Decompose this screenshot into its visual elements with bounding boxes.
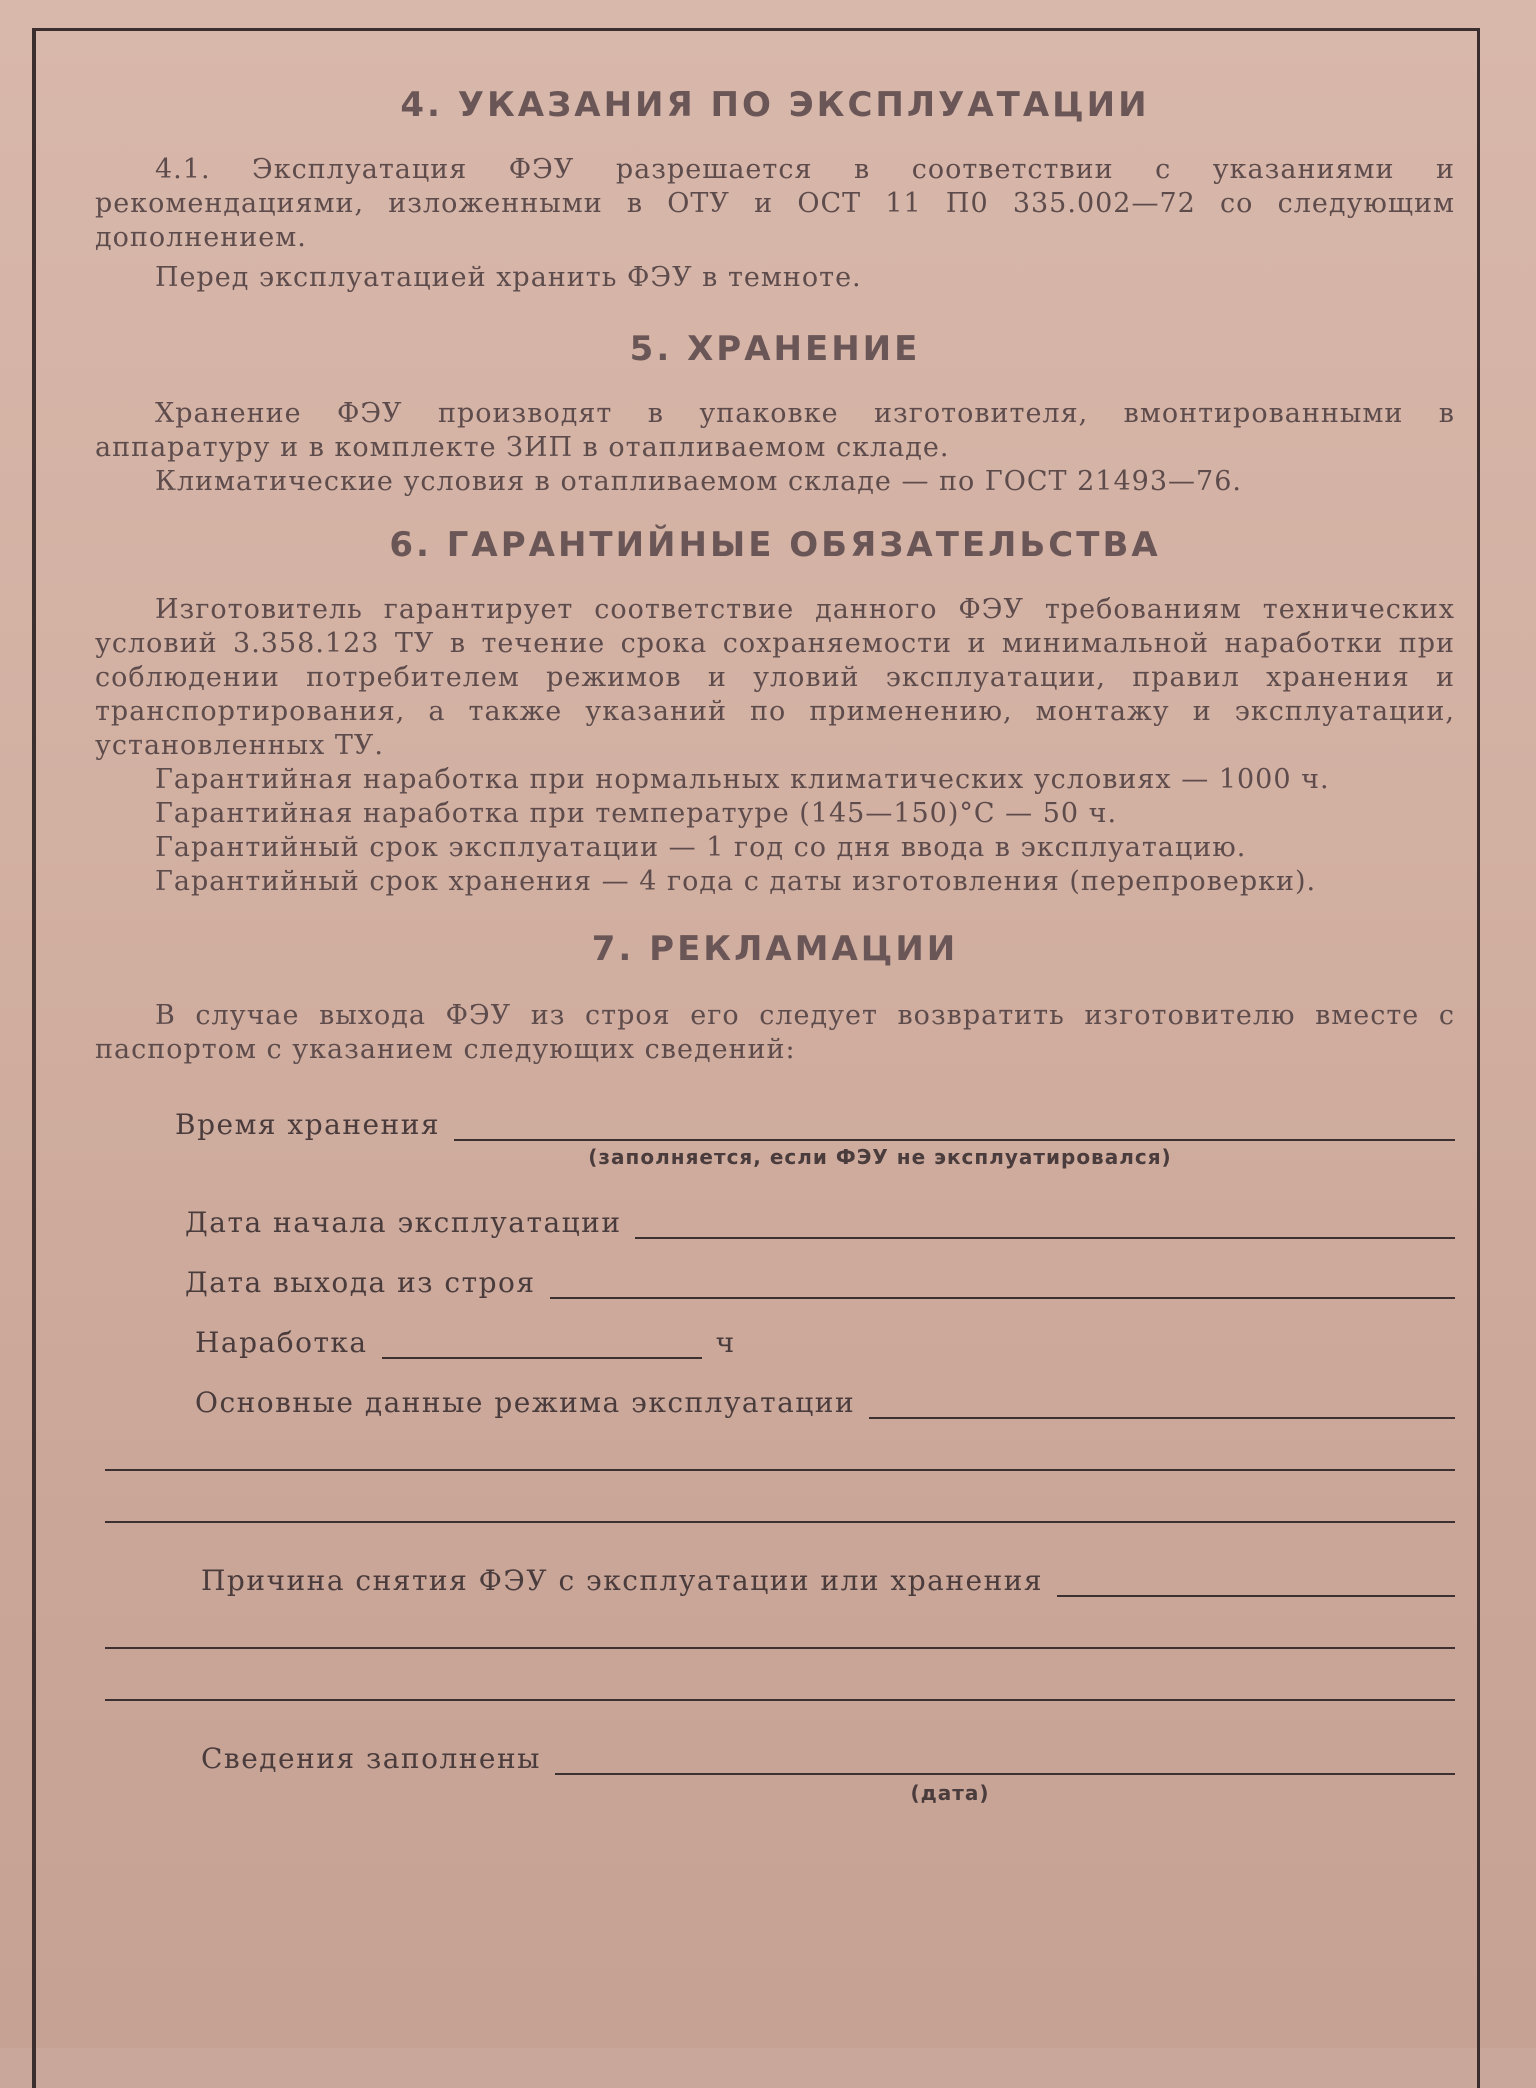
hours-label: Наработка — [195, 1326, 368, 1359]
date-note: (дата) — [910, 1781, 990, 1805]
mode-data-line-3[interactable] — [105, 1517, 1455, 1523]
mode-data-label: Основные данные режима эксплуатации — [195, 1386, 856, 1419]
section-6-title: 6. ГАРАНТИЙНЫЕ ОБЯЗАТЕЛЬСТВА — [389, 525, 1161, 565]
section-4-paragraph-1: 4.1. Эксплуатация ФЭУ разрешается в соответствии с указаниями и рекомендациями, изложенными в ОТУ и ОСТ 11 П0 335.002—72 со следующим дополнением. — [95, 154, 1455, 253]
section-6-paragraph-3: Гарантийная наработка при температуре (145—150)°С — 50 ч. — [155, 798, 1118, 829]
storage-time-field[interactable] — [454, 1135, 1455, 1141]
hours-unit: ч — [715, 1326, 736, 1359]
section-4-title: 4. УКАЗАНИЯ ПО ЭКСПЛУАТАЦИИ — [400, 85, 1150, 125]
storage-time-label: Время хранения — [175, 1108, 441, 1141]
mode-data-row — [105, 1375, 1455, 1419]
filled-by-label: Сведения заполнены — [201, 1742, 541, 1775]
document-body — [95, 85, 1455, 1805]
storage-time-note: (заполняется, если ФЭУ не эксплуатировался) — [588, 1145, 1172, 1169]
removal-reason-label: Причина снятия ФЭУ с эксплуатации или хранения — [201, 1564, 1044, 1597]
start-date-row — [105, 1195, 1455, 1239]
mode-data-field[interactable] — [869, 1413, 1455, 1419]
section-5-paragraph-2: Климатические условия в отапливаемом складе — по ГОСТ 21493—76. — [155, 466, 1242, 497]
section-7-title: 7. РЕКЛАМАЦИИ — [591, 929, 959, 969]
removal-reason-field[interactable] — [1057, 1591, 1455, 1597]
filled-by-row — [105, 1731, 1455, 1775]
failure-date-label: Дата выхода из строя — [185, 1266, 536, 1299]
section-7-paragraph-1: В случае выхода ФЭУ из строя его следует возвратить изготовителю вместе с паспортом с указанием следующих сведений: — [95, 1000, 1455, 1065]
section-4-paragraph-2: Перед эксплуатацией хранить ФЭУ в темноте. — [155, 262, 862, 293]
failure-date-field[interactable] — [550, 1293, 1455, 1299]
start-date-field[interactable] — [635, 1233, 1455, 1239]
mode-data-line-2[interactable] — [105, 1465, 1455, 1471]
filled-by-field[interactable] — [555, 1769, 1455, 1775]
claim-form — [105, 1097, 1455, 1805]
hours-field[interactable] — [382, 1353, 702, 1359]
section-6-paragraph-5: Гарантийный срок хранения — 4 года с даты изготовления (перепроверки). — [155, 866, 1317, 897]
failure-date-row — [105, 1255, 1455, 1299]
removal-reason-line-2[interactable] — [105, 1643, 1455, 1649]
hours-row — [105, 1315, 1455, 1359]
section-5-title: 5. ХРАНЕНИЕ — [629, 329, 921, 369]
section-6-paragraph-2: Гарантийная наработка при нормальных климатических условиях — 1000 ч. — [155, 764, 1330, 795]
section-6-paragraph-4: Гарантийный срок эксплуатации — 1 год со дня ввода в эксплуатацию. — [155, 832, 1247, 863]
removal-reason-row — [105, 1553, 1455, 1597]
storage-time-row — [105, 1097, 1455, 1141]
removal-reason-line-3[interactable] — [105, 1695, 1455, 1701]
start-date-label: Дата начала эксплуатации — [185, 1206, 622, 1239]
section-6-paragraph-1: Изготовитель гарантирует соответствие данного ФЭУ требованиям технических условий 3.358.123 ТУ в течение срока сохраняемости и минимальной наработки при соблюдении потребителем режимов и уловий эксплуатации, правил хранения и транспортирования, а также указаний по применению, монтажу и эксплуатации, установленных ТУ. — [95, 594, 1455, 761]
section-5-paragraph-1: Хранение ФЭУ производят в упаковке изготовителя, вмонтированными в аппаратуру и в комплекте ЗИП в отапливаемом складе. — [95, 398, 1455, 463]
